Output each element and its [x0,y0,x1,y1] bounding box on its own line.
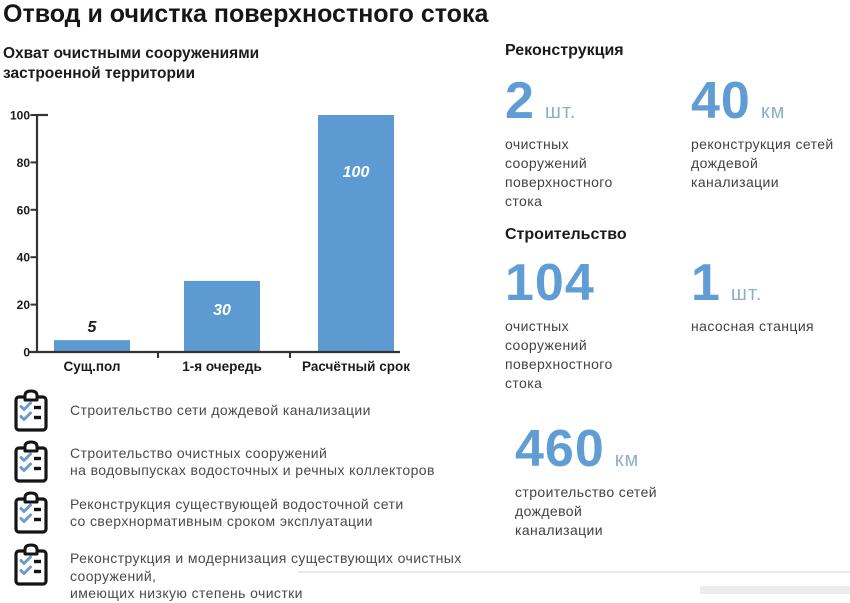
stat-desc-line: очистных [505,136,569,152]
checklist-text-line: на водовыпусках водосточных и речных коллекторов [70,462,435,478]
stat-value: 104 [505,254,595,312]
stat-unit: км [760,101,786,123]
checklist-item [12,491,502,535]
stat-desc-line: канализации [691,174,779,190]
stat-value-row [515,422,657,476]
stat-construction-network-km [515,422,657,540]
category-label: Сущ.пол [63,359,121,374]
stat-desc-line: сооружений [505,155,588,171]
y-tick-label: 40 [16,250,30,265]
checklist-item-text [70,550,462,603]
checklist-text-line: Строительство сети дождевой канализации [70,402,371,419]
bar-value-label: 5 [87,319,97,337]
bar [318,115,394,352]
clipboard-checklist-icon [12,491,50,535]
chart-title-line: Охват очистными сооружениями [3,45,260,62]
clipboard-checklist-icon [12,543,50,587]
checklist-text-line: сооружений, [70,567,157,584]
divider [298,571,850,573]
stat-reconstruction-network-km [691,74,834,192]
page-title: Отвод и очистка поверхностного стока [3,0,489,28]
checklist-text-line: со сверхнормативным сроком эксплуатации [70,513,373,529]
stat-desc-line: стока [505,193,543,209]
stat-description [515,483,657,540]
checklist-item-text [70,402,371,420]
category-label: Расчётный срок [302,359,410,374]
section-header-reconstruction: Реконструкция [505,42,624,59]
stat-reconstruction-treatment-facilities [505,74,613,211]
stat-description [505,317,613,393]
bar-value-label: 100 [342,164,370,181]
clipboard-checklist-icon [12,389,50,433]
stat-unit: шт. [544,101,577,123]
bar [54,340,130,352]
stat-construction-pump-station [691,256,814,336]
clipboard-checklist-icon [12,440,50,484]
stat-value: 460 [515,420,605,478]
stat-value-row [691,74,834,128]
stat-desc-line: канализации [515,522,603,538]
checklist-item-text [70,496,404,531]
bar-chart [0,95,430,390]
y-tick-label: 20 [16,298,30,313]
checklist-text-line: Строительство очистных сооружений [70,444,328,461]
stat-desc-line: сооружений [505,337,588,353]
stat-desc-line: поверхностного [505,174,613,190]
chart-title-line: застроенной территории [3,65,195,82]
stat-desc-line: дождевой [691,155,759,171]
stat-description [505,135,613,211]
stat-desc-line: дождевой [515,503,583,519]
stat-description [691,135,834,192]
bar-value-label: 30 [213,301,231,319]
chart-title [3,44,259,84]
stat-value-row [505,74,613,128]
y-tick-label: 60 [16,203,30,218]
stat-value: 2 [505,72,535,130]
divider [700,586,850,594]
stat-value-row [691,256,814,310]
category-label: 1-я очередь [182,359,262,374]
checklist-item [12,440,502,484]
stat-value: 40 [691,72,751,130]
checklist-text-line: Реконструкция и модернизация существующих очистных [70,550,462,566]
stat-unit: км [614,449,640,471]
y-tick-label: 0 [23,345,30,360]
stat-desc-line: очистных [505,318,569,334]
stat-value-row [505,256,613,310]
stat-description [691,317,814,336]
stat-desc-line: реконструкция сетей [691,136,834,152]
checklist-text-line: имеющих низкую степень очистки [70,585,303,601]
y-tick-label: 80 [16,155,30,170]
y-tick-label: 100 [9,108,30,123]
stat-desc-line: стока [505,375,543,391]
stat-construction-treatment-facilities [505,256,613,393]
section-header-construction: Строительство [505,226,627,243]
stat-desc-line: насосная станция [691,318,815,334]
checklist-text-line: Реконструкция существующей водосточной сети [70,495,404,512]
stat-desc-line: поверхностного [505,356,613,372]
checklist-item [12,389,502,433]
checklist-item-text [70,445,435,480]
stat-unit: шт. [730,283,763,305]
stat-value: 1 [691,254,721,312]
stat-desc-line: строительство сетей [515,484,657,500]
